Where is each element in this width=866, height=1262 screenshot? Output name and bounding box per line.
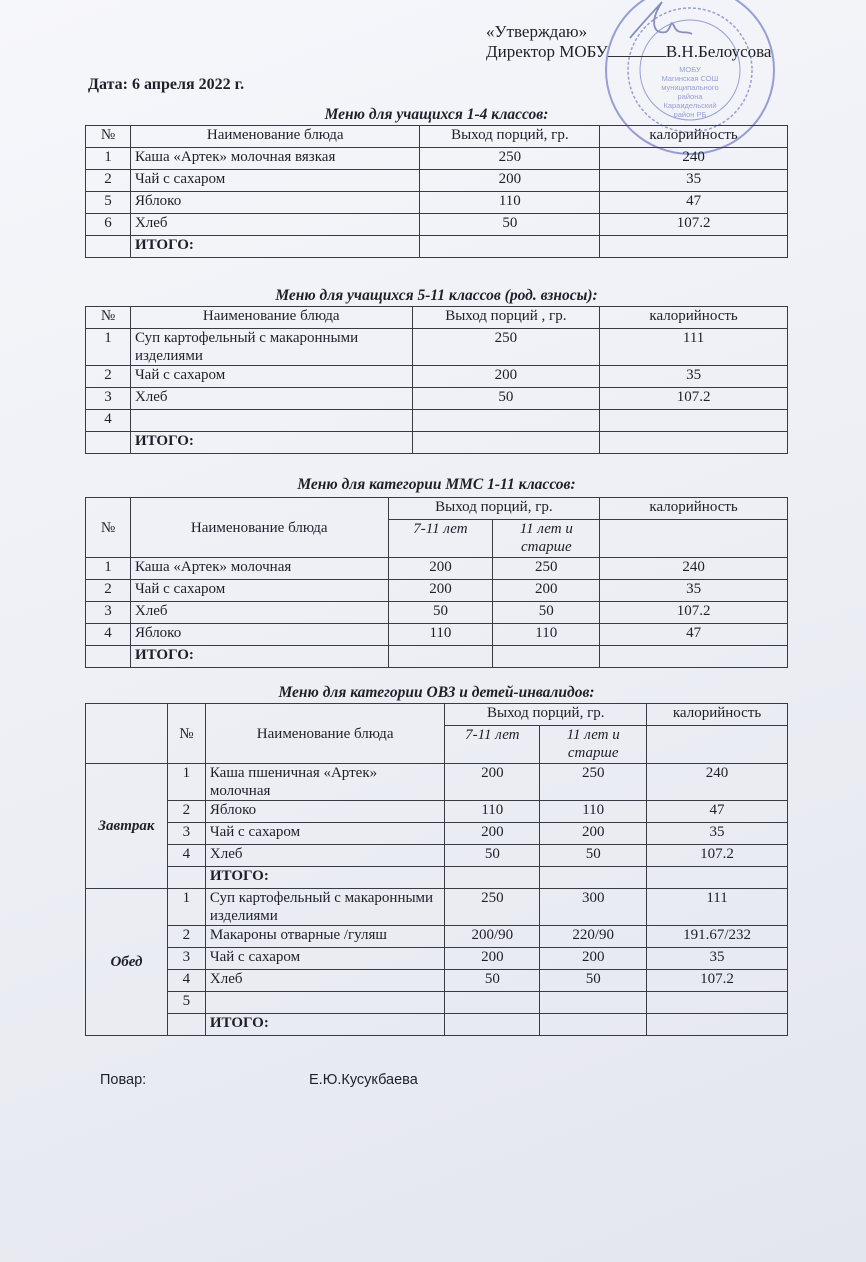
table-row [86,410,788,432]
column-header: № [167,704,205,764]
table-cell: 50 [445,845,540,867]
table-cell: Хлеб [130,388,412,410]
column-subheader: 7-11 лет [445,726,540,764]
table-row [86,970,788,992]
table-cell: ИТОГО: [130,236,420,258]
column-header: Выход порций, гр. [420,126,600,148]
table-cell [445,1014,540,1036]
table-row [86,801,788,823]
table-cell: Суп картофельный с макаронными изделиями [205,889,445,926]
table-cell: 1 [167,889,205,926]
column-header: № [86,126,131,148]
column-header: Выход порций, гр. [388,498,600,520]
column-header: Наименование блюда [130,126,420,148]
cook-label: Повар: [100,1072,147,1088]
header-row [86,704,788,726]
table-cell: 111 [647,889,788,926]
table-cell [540,992,647,1014]
table1-caption: Меню для учащихся 1-4 классов: [324,106,549,123]
column-header: Выход порций, гр. [445,704,647,726]
table-cell [167,1014,205,1036]
table-cell: 2 [86,170,131,192]
table-row [86,192,788,214]
stamp-text: район РБ [673,110,707,119]
table-row [86,823,788,845]
table-cell: 240 [600,148,788,170]
table-cell [167,867,205,889]
column-header: Наименование блюда [205,704,445,764]
table-cell [493,646,600,668]
table-row [86,580,788,602]
table-cell: 300 [540,889,647,926]
menu-table-1-4 [85,125,788,258]
table-cell: Хлеб [130,602,388,624]
column-subheader: 11 лет и старше [540,726,647,764]
table-row [86,558,788,580]
table-cell [420,236,600,258]
table-cell: 5 [86,192,131,214]
table-cell: 250 [420,148,600,170]
table-cell: 107.2 [600,602,788,624]
table-cell: Суп картофельный с макаронными изделиями [130,329,412,366]
table-cell: Чай с сахаром [130,170,420,192]
table-cell: Чай с сахаром [130,580,388,602]
table-cell [412,410,600,432]
table-cell: 240 [647,764,788,801]
table-cell: 47 [600,624,788,646]
column-subheader: 7-11 лет [388,520,493,558]
table-cell: 250 [412,329,600,366]
table3-caption: Меню для категории ММС 1-11 классов: [297,476,576,493]
table-cell: 200 [445,948,540,970]
table-cell: ИТОГО: [205,867,445,889]
table-cell: 200 [388,580,493,602]
table-cell: 200 [412,366,600,388]
table-cell: 200 [420,170,600,192]
table-cell: 200 [540,823,647,845]
table-cell [445,867,540,889]
table-cell: 250 [445,889,540,926]
table-cell: 50 [420,214,600,236]
table-cell: 1 [86,148,131,170]
approval-block [486,22,771,62]
table-cell [540,867,647,889]
table-cell: 250 [493,558,600,580]
column-header: № [86,307,131,329]
table-cell: 50 [540,970,647,992]
table-row [86,170,788,192]
table-cell: 4 [86,624,131,646]
table-cell: Хлеб [130,214,420,236]
table-row [86,432,788,454]
director-title: Директор МОБУ [486,42,608,61]
column-header: Наименование блюда [130,498,388,558]
table-cell: 35 [600,580,788,602]
table-row [86,889,788,926]
table-cell: 200 [493,580,600,602]
table-cell: 240 [600,558,788,580]
header-row [86,307,788,329]
table-row [86,329,788,366]
column-header: калорийность [600,126,788,148]
table-cell: 2 [86,580,131,602]
table-cell [412,432,600,454]
table-cell: Хлеб [205,970,445,992]
table-cell: 220/90 [540,926,647,948]
table-row [86,867,788,889]
table-cell: 200 [445,823,540,845]
director-name: В.Н.Белоусова [665,42,772,61]
table-cell [647,867,788,889]
table-cell [600,410,788,432]
menu-table-ovz [85,703,788,1036]
stamp-text: МОБУ [679,65,701,74]
column-subheader: 11 лет и старше [493,520,600,558]
table-cell: 110 [420,192,600,214]
table-cell: 3 [86,602,131,624]
table-cell: 4 [167,970,205,992]
table-cell: 1 [86,558,131,580]
table-cell: 3 [167,948,205,970]
menu-table-mms [85,497,788,668]
table-cell [130,410,412,432]
table-cell: 107.2 [600,388,788,410]
table-row [86,148,788,170]
stamp-text: Магинская СОШ [661,74,719,83]
table-cell: 1 [167,764,205,801]
table-row [86,948,788,970]
meal-section-label: Завтрак [86,764,168,889]
table-cell: Макароны отварные /гуляш [205,926,445,948]
table-cell: 3 [167,823,205,845]
table-row [86,214,788,236]
table-cell: 2 [167,801,205,823]
table-cell [205,992,445,1014]
table-cell: 200 [540,948,647,970]
table-cell: 50 [388,602,493,624]
table-cell [86,432,131,454]
table-cell [647,992,788,1014]
table-cell: Чай с сахаром [130,366,412,388]
table-cell: Яблоко [205,801,445,823]
table-cell: Яблоко [130,192,420,214]
table-cell: 1 [86,329,131,366]
table-cell: ИТОГО: [130,432,412,454]
table-cell [600,432,788,454]
table-cell: 2 [86,366,131,388]
header-row [86,498,788,520]
table-cell: Каша «Артек» молочная вязкая [130,148,420,170]
table-row [86,646,788,668]
table-cell: 191.67/232 [647,926,788,948]
cook-name: Е.Ю.Кусукбаева [309,1072,418,1088]
table-cell: 35 [647,823,788,845]
table-cell: 111 [600,329,788,366]
table-cell: Каша «Артек» молочная [130,558,388,580]
table-cell: 200/90 [445,926,540,948]
table-cell: 200 [388,558,493,580]
header-row [86,126,788,148]
table2-caption: Меню для учащихся 5-11 классов (род. взносы): [275,287,598,304]
table-cell [86,236,131,258]
table-cell: ИТОГО: [205,1014,445,1036]
table-cell: 50 [493,602,600,624]
table-row [86,992,788,1014]
table-row [86,602,788,624]
stamp-text: района [677,92,703,101]
table-cell: Чай с сахаром [205,823,445,845]
table-cell: Яблоко [130,624,388,646]
column-header: калорийность [600,307,788,329]
table-cell: Хлеб [205,845,445,867]
table-cell [540,1014,647,1036]
column-header: калорийность [600,498,788,520]
table-cell: ИТОГО: [130,646,388,668]
stamp-text: Караидельский [663,101,717,110]
table-cell: 110 [493,624,600,646]
table-cell: 4 [167,845,205,867]
approve-label: «Утверждаю» [486,22,588,41]
table-cell: 2 [167,926,205,948]
table-row [86,845,788,867]
table-cell: 107.2 [647,970,788,992]
column-header: Выход порций , гр. [412,307,600,329]
document-date: Дата: 6 апреля 2022 г. [88,76,245,93]
table-row [86,926,788,948]
column-header: калорийность [647,704,788,726]
table-cell: 50 [445,970,540,992]
table-cell: 5 [167,992,205,1014]
table-cell [388,646,493,668]
table-cell: 107.2 [647,845,788,867]
table-cell: 50 [540,845,647,867]
table-cell: 110 [388,624,493,646]
table-cell: 6 [86,214,131,236]
table-cell: 200 [445,764,540,801]
table-row [86,624,788,646]
table-cell: 47 [647,801,788,823]
table-row [86,764,788,801]
table-cell [445,992,540,1014]
table-cell: 50 [412,388,600,410]
table-cell [600,236,788,258]
table-cell: 110 [540,801,647,823]
table-cell: 35 [600,170,788,192]
stamp-text: муниципального [661,83,719,92]
menu-table-5-11 [85,306,788,454]
table-cell: 110 [445,801,540,823]
table-cell [600,646,788,668]
table4-caption: Меню для категории ОВЗ и детей-инвалидов: [278,684,595,701]
table-cell: 107.2 [600,214,788,236]
table-row [86,366,788,388]
table-cell [647,1014,788,1036]
table-row [86,388,788,410]
table-cell: 35 [647,948,788,970]
table-row [86,236,788,258]
table-cell: 250 [540,764,647,801]
table-cell: Чай с сахаром [205,948,445,970]
table-cell: Каша пшеничная «Артек» молочная [205,764,445,801]
table-row [86,1014,788,1036]
table-cell: 47 [600,192,788,214]
table-cell [86,646,131,668]
table-cell: 35 [600,366,788,388]
meal-section-label: Обед [86,889,168,1036]
column-header: № [86,498,131,558]
table-cell: 3 [86,388,131,410]
column-header: Наименование блюда [130,307,412,329]
table-cell: 4 [86,410,131,432]
